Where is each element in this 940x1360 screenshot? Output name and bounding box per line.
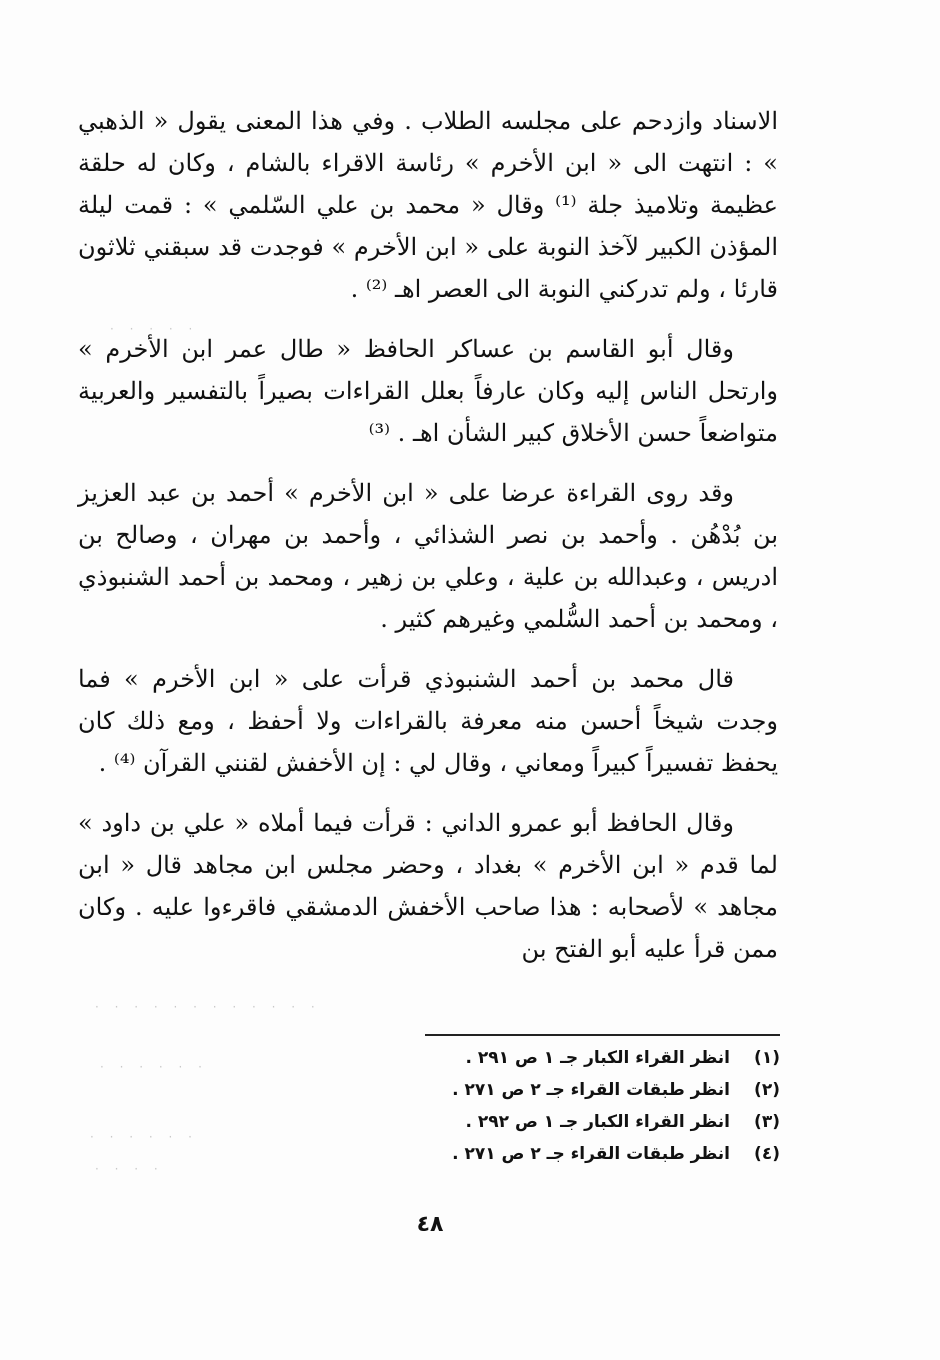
footnote-number: (٤) — [754, 1144, 780, 1164]
paragraph-2: وقال أبو القاسم بن عساكر الحافظ « طال عمر ابن الأخرم » وارتحل الناس إليه وكان عارفاً بعلل القراءات بصيراً بالتفسير والعربية متواضعاً حسن الأخلاق كبير الشأن اهـ . ⁽³⁾ — [78, 335, 778, 447]
footnote-number: (٢) — [754, 1080, 780, 1100]
footnotes — [340, 1042, 780, 1170]
scan-noise: · · · · · · · · · · · · — [95, 1000, 321, 1014]
scan-noise: · · · · · — [110, 322, 199, 336]
footnote-number: (٣) — [754, 1112, 780, 1132]
footnote-2 — [340, 1074, 780, 1106]
scan-noise: · · · · — [95, 1162, 164, 1176]
footnote-text: انظر طبقات القراء جـ ٢ ص ٢٧١ . — [452, 1144, 730, 1164]
footnote-text: انظر القراء الكبار جـ ١ ص ٢٩١ . — [465, 1048, 730, 1068]
footnote-number: (١) — [754, 1048, 780, 1068]
main-text — [78, 100, 778, 988]
page-number: ٤٨ — [416, 1212, 444, 1237]
scan-noise: · · · · · · — [100, 1060, 208, 1074]
footnote-1 — [340, 1042, 780, 1074]
footnote-divider — [425, 1034, 780, 1036]
scan-noise: · · · · · · — [90, 1130, 198, 1144]
paragraph-3: وقد روى القراءة عرضا على « ابن الأخرم » أحمد بن عبد العزيز بن بُدْهُن . وأحمد بن نصر الشذائي ، وأحمد بن مهران ، وصالح بن ادريس ، وعبدالله بن علية ، وعلي بن زهير ، ومحمد بن أحمد الشنبوذي ، ومحمد بن أحمد السُّلمي وغيرهم كثير . — [78, 479, 778, 633]
footnote-4 — [340, 1138, 780, 1170]
footnote-text: انظر القراء الكبار جـ ١ ص ٢٩٢ . — [465, 1112, 730, 1132]
paragraph-4: قال محمد بن أحمد الشنبوذي قرأت على « ابن الأخرم » فما وجدت شيخاً أحسن منه معرفة بالقراءات ولا أحفظ ، ومع ذلك كان يحفظ تفسيراً كبيراً ومعاني ، وقال لي : إن الأخفش لقنني القرآن ⁽⁴⁾ . — [78, 665, 779, 777]
paragraph-1: الاسناد وازدحم على مجلسه الطلاب . وفي هذا المعنى يقول « الذهبي » : انتهت الى « ابن الأخرم » رئاسة الاقراء بالشام ، وكان له حلقة عظيمة وتلاميذ جلة ⁽¹⁾ وقال « محمد بن علي السّلمي » : قمت ليلة المؤذن الكبير لآخذ النوبة على « ابن الأخرم » فوجدت قد سبقني ثلاثون قارئا ، ولم تدركني النوبة الى العصر اهـ ⁽²⁾ . — [78, 107, 778, 303]
paragraph-5: وقال الحافظ أبو عمرو الداني : قرأت فيما أملاه « علي بن داود » لما قدم « ابن الأخرم » بغداد ، وحضر مجلس ابن مجاهد قال « ابن مجاهد » لأصحابه : هذا صاحب الأخفش الدمشقي فاقرءوا عليه . وكان ممن قرأ عليه أبو الفتح بن — [78, 809, 778, 963]
footnote-3 — [340, 1106, 780, 1138]
footnote-text: انظر طبقات القراء جـ ٢ ص ٢٧١ . — [452, 1080, 730, 1100]
